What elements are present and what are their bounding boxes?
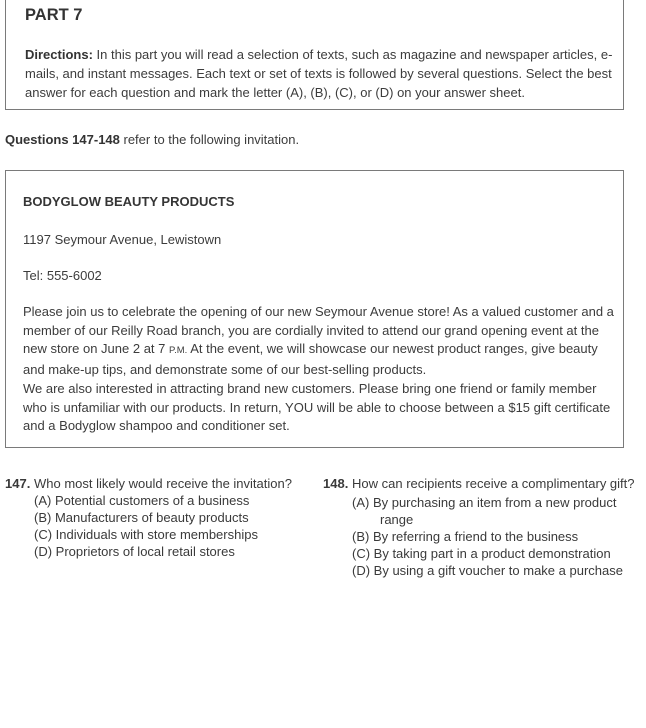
company-name: BODYGLOW BEAUTY PRODUCTS bbox=[23, 194, 235, 209]
question-stem bbox=[323, 475, 643, 492]
answer-option-d[interactable]: (D) Proprietors of local retail stores bbox=[34, 544, 235, 559]
answer-option-b[interactable]: (B) Manufacturers of beauty products bbox=[34, 510, 249, 525]
paragraph-1-text-cont: At the event, we will showcase our newest product ranges, give beauty and make-up tips, and demonstrate some of our best-selling products. bbox=[23, 341, 598, 378]
part-title: PART 7 bbox=[25, 6, 83, 24]
company-phone: Tel: 555-6002 bbox=[23, 268, 102, 283]
invitation-paragraph-2: We are also interested in attracting brand new customers. Please bring one friend or family member who is unfamiliar with our products. In return, YOU will be able to choose between a $15 gift certificate and a Bodyglow shampoo and conditioner set. bbox=[23, 380, 611, 434]
directions-text: In this part you will read a selection of texts, such as magazine and newspaper articles, e-mails, and instant messages. Each text or set of texts is followed by several questions. Select the best answer for each question and mark the letter (A), (B), (C), or (D) on your answer sheet. bbox=[25, 47, 613, 100]
question-number: 147. bbox=[5, 476, 31, 491]
answer-option-a[interactable]: (A) Potential customers of a business bbox=[34, 493, 250, 508]
questions-range: Questions 147-148 bbox=[5, 132, 120, 147]
questions-intro bbox=[5, 132, 299, 147]
questions-intro-text: refer to the following invitation. bbox=[119, 132, 300, 147]
question-148 bbox=[323, 475, 643, 579]
answer-option-d[interactable]: (D) By using a gift voucher to make a purchase bbox=[352, 563, 623, 578]
question-147 bbox=[5, 475, 315, 560]
paragraph-1-text: Please join us to celebrate the opening of our new Seymour Avenue store! As a valued customer and a member of our Reilly Road branch, you are cordially invited to attend our grand opening event at the new store on June 2 at 7 bbox=[23, 304, 614, 357]
directions-label: Directions: bbox=[25, 47, 93, 62]
invitation-body bbox=[23, 303, 620, 436]
answer-option-a[interactable]: (A) By purchasing an item from a new product range bbox=[352, 495, 617, 527]
invitation-paragraph-1 bbox=[23, 303, 620, 380]
time-suffix: P.M. bbox=[168, 345, 188, 357]
question-text: How can recipients receive a complimentary gift? bbox=[352, 476, 635, 491]
company-address: 1197 Seymour Avenue, Lewistown bbox=[23, 232, 222, 247]
part-directions-box bbox=[5, 0, 624, 110]
answer-option-b[interactable]: (B) By referring a friend to the business bbox=[352, 529, 579, 544]
question-number: 148. bbox=[323, 476, 349, 491]
answer-option-c[interactable]: (C) By taking part in a product demonstration bbox=[352, 546, 611, 561]
question-stem bbox=[5, 475, 315, 492]
directions bbox=[25, 45, 620, 102]
invitation-box bbox=[5, 170, 624, 448]
answer-option-c[interactable]: (C) Individuals with store memberships bbox=[34, 527, 258, 542]
question-text: Who most likely would receive the invitation? bbox=[34, 476, 292, 491]
